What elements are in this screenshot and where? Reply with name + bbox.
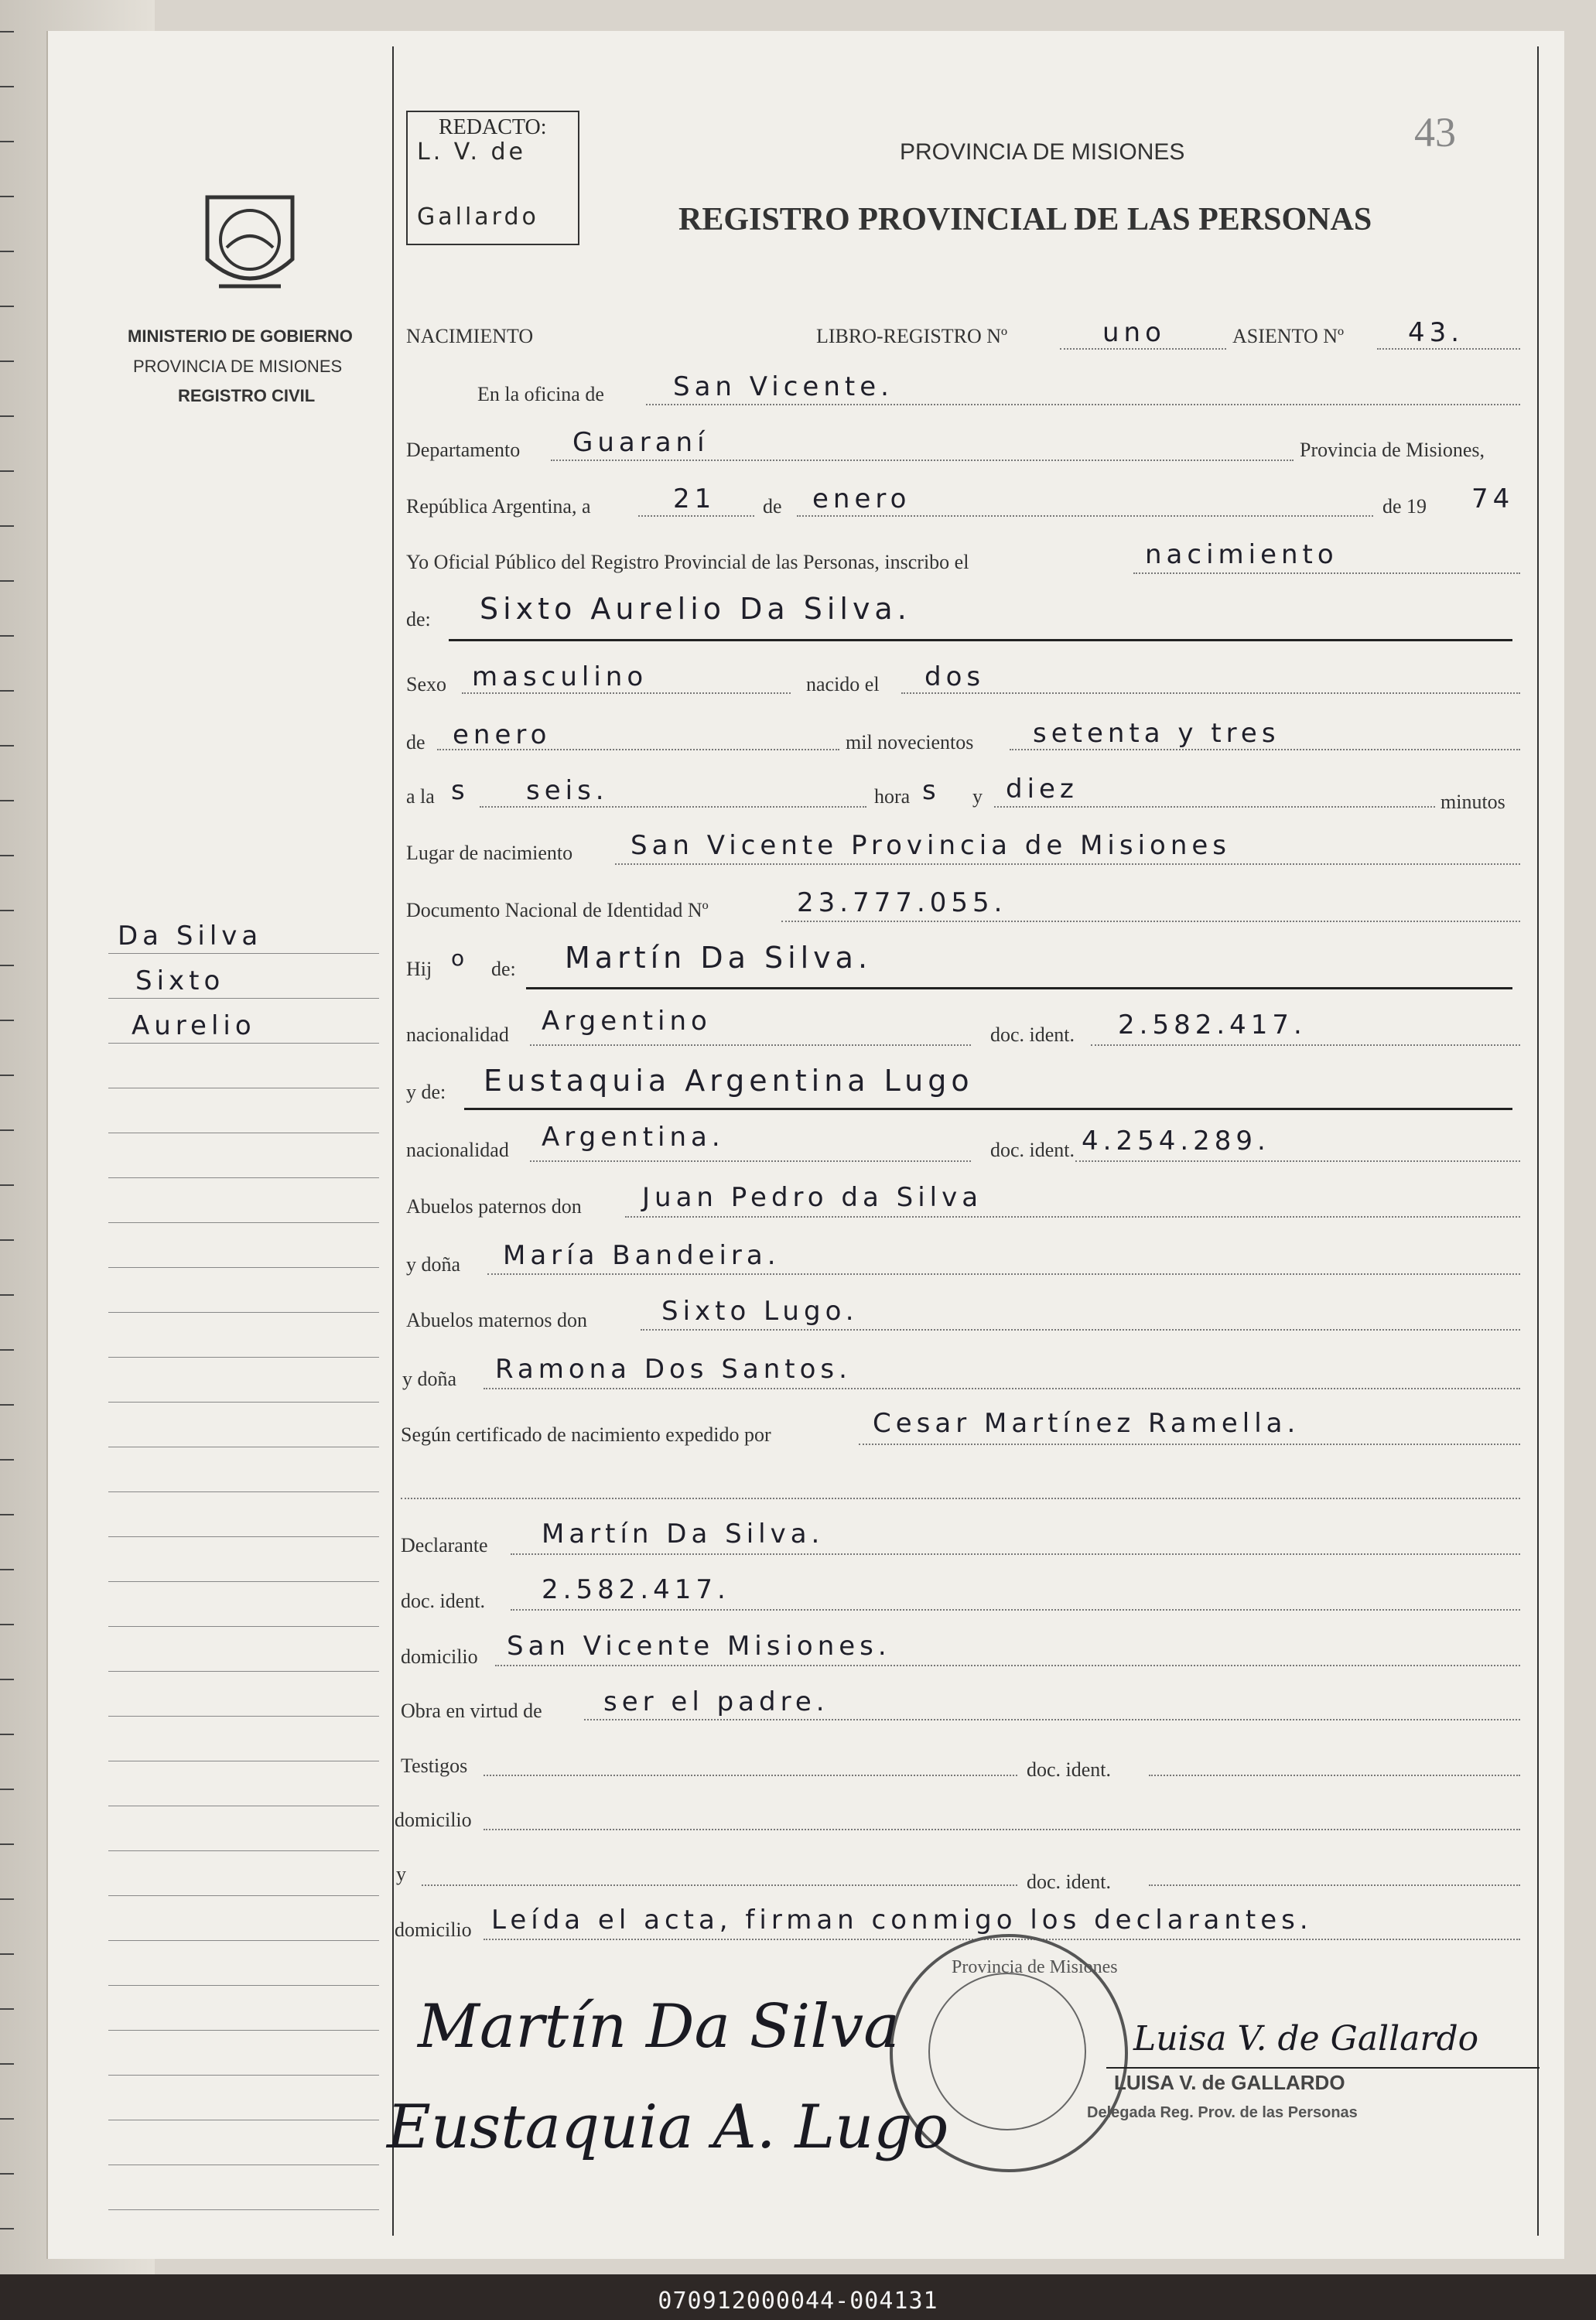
declarante-value: Martín Da Silva.	[542, 1519, 825, 1550]
page-edge-tick	[0, 1184, 14, 1186]
sexo-label: Sexo	[406, 673, 446, 695]
dotted-line	[480, 806, 866, 808]
page-edge-tick	[0, 1404, 14, 1406]
page-edge-tick	[0, 910, 14, 911]
dotted-line	[1377, 348, 1520, 350]
testigo-doc-label: doc. ident.	[1027, 1758, 1112, 1781]
page-edge-tick	[0, 1898, 14, 1900]
side-line	[108, 1491, 379, 1492]
republica-label: República Argentina, a	[406, 495, 591, 518]
page-edge-tick	[0, 635, 14, 637]
anio-label: de 19	[1382, 495, 1427, 518]
page-edge-tick	[0, 1569, 14, 1570]
dotted-line	[511, 1609, 1520, 1611]
anio-nac-value: setenta y tres	[1033, 718, 1280, 749]
side-line	[108, 1536, 379, 1537]
dotted-line	[615, 863, 1520, 865]
redacto-box	[406, 111, 579, 245]
dotted-line	[859, 1444, 1520, 1445]
side-line	[108, 1222, 379, 1223]
nacido-value: dos	[924, 661, 986, 692]
hijo-label: Hij	[406, 958, 432, 980]
page-edge-tick	[0, 31, 14, 32]
official-title: Delegada Reg. Prov. de las Personas	[1087, 2104, 1358, 2121]
page-edge-tick	[0, 1679, 14, 1680]
dotted-line	[1133, 572, 1520, 574]
side-line	[108, 1671, 379, 1672]
yde-label: y de:	[406, 1081, 446, 1103]
page-edge-tick	[0, 690, 14, 692]
name-rule	[449, 639, 1512, 641]
y-label: y	[972, 785, 983, 808]
right-rule	[1537, 46, 1539, 2236]
dotted-line	[584, 1719, 1520, 1720]
dotted-line	[484, 1829, 1520, 1830]
redacto-line1: L. V. de	[417, 138, 527, 166]
provincia-label: Provincia de Misiones,	[1300, 439, 1485, 461]
dia-value: 21	[673, 483, 716, 514]
dotted-line	[511, 1553, 1520, 1555]
dni-value: 23.777.055.	[797, 887, 1007, 918]
domicilio-label: domicilio	[401, 1645, 478, 1668]
page-edge-tick	[0, 1349, 14, 1351]
dotted-line	[1149, 1775, 1520, 1776]
minutos-label: minutos	[1441, 791, 1505, 813]
side-line	[108, 1716, 379, 1717]
dotted-line	[487, 1273, 1520, 1275]
ydona-label-2: y doña	[402, 1368, 457, 1390]
margin-rule	[392, 46, 394, 2236]
page-edge-tick	[0, 800, 14, 801]
dotted-line	[484, 1775, 1017, 1776]
page-edge-tick	[0, 196, 14, 197]
side-line	[108, 998, 379, 999]
side-line	[108, 1312, 379, 1313]
mil-label: mil novecientos	[846, 731, 974, 753]
certificado-label: Según certificado de nacimiento expedido por	[401, 1423, 771, 1446]
doc-padre-value: 2.582.417.	[1118, 1010, 1307, 1040]
dotted-line	[437, 749, 839, 750]
de-label2: de:	[406, 608, 431, 630]
doc-ident-label-2: doc. ident.	[990, 1139, 1075, 1161]
madre-rule	[464, 1108, 1512, 1110]
page-edge-tick	[0, 1020, 14, 1021]
dotted-line	[530, 1160, 971, 1162]
declarante-label: Declarante	[401, 1534, 488, 1556]
stamp-text: Provincia de Misiones	[952, 1957, 1118, 1977]
side-note-surname: Da Silva	[118, 921, 263, 952]
page-edge-tick	[0, 2008, 14, 2010]
sexo-value: masculino	[472, 661, 648, 692]
page-edge-tick	[0, 2173, 14, 2175]
de-label3: de	[406, 731, 425, 753]
libro-value: uno	[1102, 317, 1166, 348]
dotted-line	[495, 1665, 1520, 1666]
page-edge-tick	[0, 525, 14, 527]
asiento-value: 43.	[1408, 317, 1464, 348]
doc-madre-value: 4.254.289.	[1082, 1126, 1270, 1157]
scan-id: 070912000044-004131	[658, 2288, 938, 2315]
side-line	[108, 1581, 379, 1582]
ministry-line1: MINISTERIO DE GOBIERNO	[128, 326, 353, 346]
signature-oficial: Luisa V. de Gallardo	[1133, 2019, 1479, 2059]
lugar-value: San Vicente Provincia de Misiones	[631, 830, 1232, 861]
signature-declarante: Martín Da Silva	[418, 1992, 900, 2062]
page-edge-tick	[0, 1953, 14, 1955]
page-edge-tick	[0, 745, 14, 747]
ministry-line3: REGISTRO CIVIL	[178, 386, 316, 405]
page-edge-tick	[0, 1789, 14, 1790]
nacionalidad-label: nacionalidad	[406, 1023, 509, 1046]
ydona-label: y doña	[406, 1253, 461, 1276]
province-heading: PROVINCIA DE MISIONES	[900, 139, 1185, 165]
testigo2-doc-label: doc. ident.	[1027, 1871, 1112, 1893]
horas-suffix: s	[922, 775, 941, 806]
page-edge-tick	[0, 141, 14, 142]
padre-rule	[526, 987, 1512, 989]
page-edge-tick	[0, 2228, 14, 2229]
dotted-line	[901, 692, 1520, 694]
dotted-line	[625, 1216, 1520, 1218]
nombre-value: Sixto Aurelio Da Silva.	[480, 592, 911, 626]
doc-ident-label: doc. ident.	[990, 1023, 1075, 1046]
hijo-de-label: de:	[491, 958, 516, 980]
abuelo-paterno-value: Juan Pedro da Silva	[642, 1182, 983, 1213]
side-line	[108, 953, 379, 954]
page-edge-tick	[0, 855, 14, 856]
abuelos-maternos-label: Abuelos maternos don	[406, 1309, 587, 1331]
alas-label: a la	[406, 785, 435, 808]
signature-rule	[1106, 2067, 1540, 2069]
dotted-line	[1060, 348, 1226, 350]
decl-doc-value: 2.582.417.	[542, 1574, 730, 1605]
page-edge-tick	[0, 965, 14, 966]
dotted-line	[401, 1498, 1520, 1499]
side-line	[108, 1985, 379, 1986]
departamento-label: Departamento	[406, 439, 521, 461]
abuelos-paternos-label: Abuelos paternos don	[406, 1195, 582, 1218]
yo-oficial-label: Yo Oficial Público del Registro Provincial de las Personas, inscribo el	[406, 551, 969, 573]
obra-label: Obra en virtud de	[401, 1700, 542, 1722]
dotted-line	[646, 404, 1520, 405]
horas-label: hora	[874, 785, 911, 808]
cierre-domicilio-label: domicilio	[395, 1919, 472, 1941]
page-edge-tick	[0, 2063, 14, 2065]
page-edge-tick	[0, 1294, 14, 1296]
testigo-domicilio-label: domicilio	[395, 1809, 472, 1831]
dotted-line	[530, 1044, 971, 1046]
de-label: de	[763, 495, 782, 518]
inscribo-value: nacimiento	[1145, 539, 1338, 570]
testigos-label: Testigos	[401, 1755, 468, 1777]
certificado-value: Cesar Martínez Ramella.	[873, 1408, 1300, 1439]
dotted-line	[462, 692, 791, 694]
oficina-value: San Vicente.	[673, 371, 894, 402]
page-number: 43	[1414, 109, 1456, 155]
page-edge-tick	[0, 1624, 14, 1625]
domicilio-value: San Vicente Misiones.	[507, 1631, 891, 1662]
madre-value: Eustaquia Argentina Lugo	[484, 1064, 974, 1098]
dotted-line	[551, 460, 1294, 461]
official-stamp-inner	[928, 1973, 1086, 2130]
page-edge-tick	[0, 251, 14, 252]
mes-nac-value: enero	[453, 719, 552, 750]
coat-of-arms-icon	[192, 182, 308, 306]
libro-label: LIBRO-REGISTRO Nº	[816, 325, 1008, 347]
dotted-line	[641, 1329, 1520, 1331]
nacido-label: nacido el	[806, 673, 880, 695]
side-line	[108, 2209, 379, 2210]
cierre-value: Leída el acta, firman conmigo los declarantes.	[491, 1905, 1313, 1936]
side-note-name2: Aurelio	[132, 1010, 256, 1041]
side-line	[108, 2075, 379, 2076]
dotted-line	[1075, 1160, 1520, 1162]
ministry-line2: PROVINCIA DE MISIONES	[133, 357, 343, 376]
alas-suffix: s	[451, 775, 470, 806]
page-edge-tick	[0, 1075, 14, 1076]
side-note-name1: Sixto	[135, 965, 225, 996]
page-edge-tick	[0, 1734, 14, 1735]
signature-madre: Eustaquia A. Lugo	[387, 2093, 949, 2162]
lugar-label: Lugar de nacimiento	[406, 842, 573, 864]
side-line	[108, 1043, 379, 1044]
abuela-paterna-value: María Bandeira.	[503, 1240, 781, 1271]
side-line	[108, 1626, 379, 1627]
page-edge-tick	[0, 1129, 14, 1131]
side-line	[108, 1402, 379, 1403]
anio-value: 74	[1471, 483, 1515, 514]
side-line	[108, 1940, 379, 1941]
page-edge-tick	[0, 1843, 14, 1845]
page-edge-tick	[0, 580, 14, 582]
dotted-line	[994, 806, 1435, 808]
dotted-line	[797, 515, 1373, 517]
dni-label: Documento Nacional de Identidad Nº	[406, 899, 709, 921]
departamento-value: Guaraní	[572, 427, 709, 458]
testigo-y-label: y	[396, 1863, 406, 1885]
dotted-line	[1091, 1044, 1520, 1046]
side-line	[108, 1850, 379, 1851]
decl-doc-label: doc. ident.	[401, 1590, 486, 1612]
abuelo-materno-value: Sixto Lugo.	[661, 1296, 859, 1327]
side-line	[108, 1267, 379, 1268]
dotted-line	[638, 515, 754, 517]
dotted-line	[484, 1388, 1520, 1389]
hijo-suffix: o	[451, 945, 470, 971]
side-line	[108, 1177, 379, 1178]
page-edge-tick	[0, 1459, 14, 1461]
page-edge-tick	[0, 470, 14, 472]
page-edge-tick	[0, 1514, 14, 1515]
dotted-line	[1149, 1884, 1520, 1886]
redacto-label: REDACTO:	[439, 115, 547, 139]
abuela-materna-value: Ramona Dos Santos.	[495, 1354, 852, 1385]
oficina-label: En la oficina de	[477, 383, 604, 405]
hora-value: seis.	[526, 775, 609, 806]
official-name: LUISA V. de GALLARDO	[1114, 2071, 1345, 2094]
page-edge-tick	[0, 86, 14, 87]
side-line	[108, 1895, 379, 1896]
redacto-line2: Gallardo	[417, 203, 539, 231]
page-edge-tick	[0, 1239, 14, 1241]
nac-padre-value: Argentino	[542, 1006, 712, 1037]
dotted-line	[422, 1884, 1017, 1886]
minutos-value: diez	[1006, 774, 1078, 805]
page-edge-tick	[0, 415, 14, 417]
dotted-line	[1010, 749, 1520, 750]
registry-heading: REGISTRO PROVINCIAL DE LAS PERSONAS	[678, 202, 1372, 237]
side-line	[108, 1357, 379, 1358]
side-line	[108, 2030, 379, 2031]
mes-value: enero	[812, 483, 911, 514]
obra-value: ser el padre.	[603, 1686, 829, 1717]
nacimiento-label: NACIMIENTO	[406, 325, 534, 347]
padre-value: Martín Da Silva.	[565, 941, 873, 975]
nacionalidad-label-2: nacionalidad	[406, 1139, 509, 1161]
page-edge-tick	[0, 2118, 14, 2120]
page-edge-tick	[0, 306, 14, 307]
asiento-label: ASIENTO Nº	[1232, 325, 1345, 347]
page-edge-tick	[0, 360, 14, 362]
dotted-line	[781, 921, 1520, 922]
nac-madre-value: Argentina.	[542, 1122, 725, 1153]
